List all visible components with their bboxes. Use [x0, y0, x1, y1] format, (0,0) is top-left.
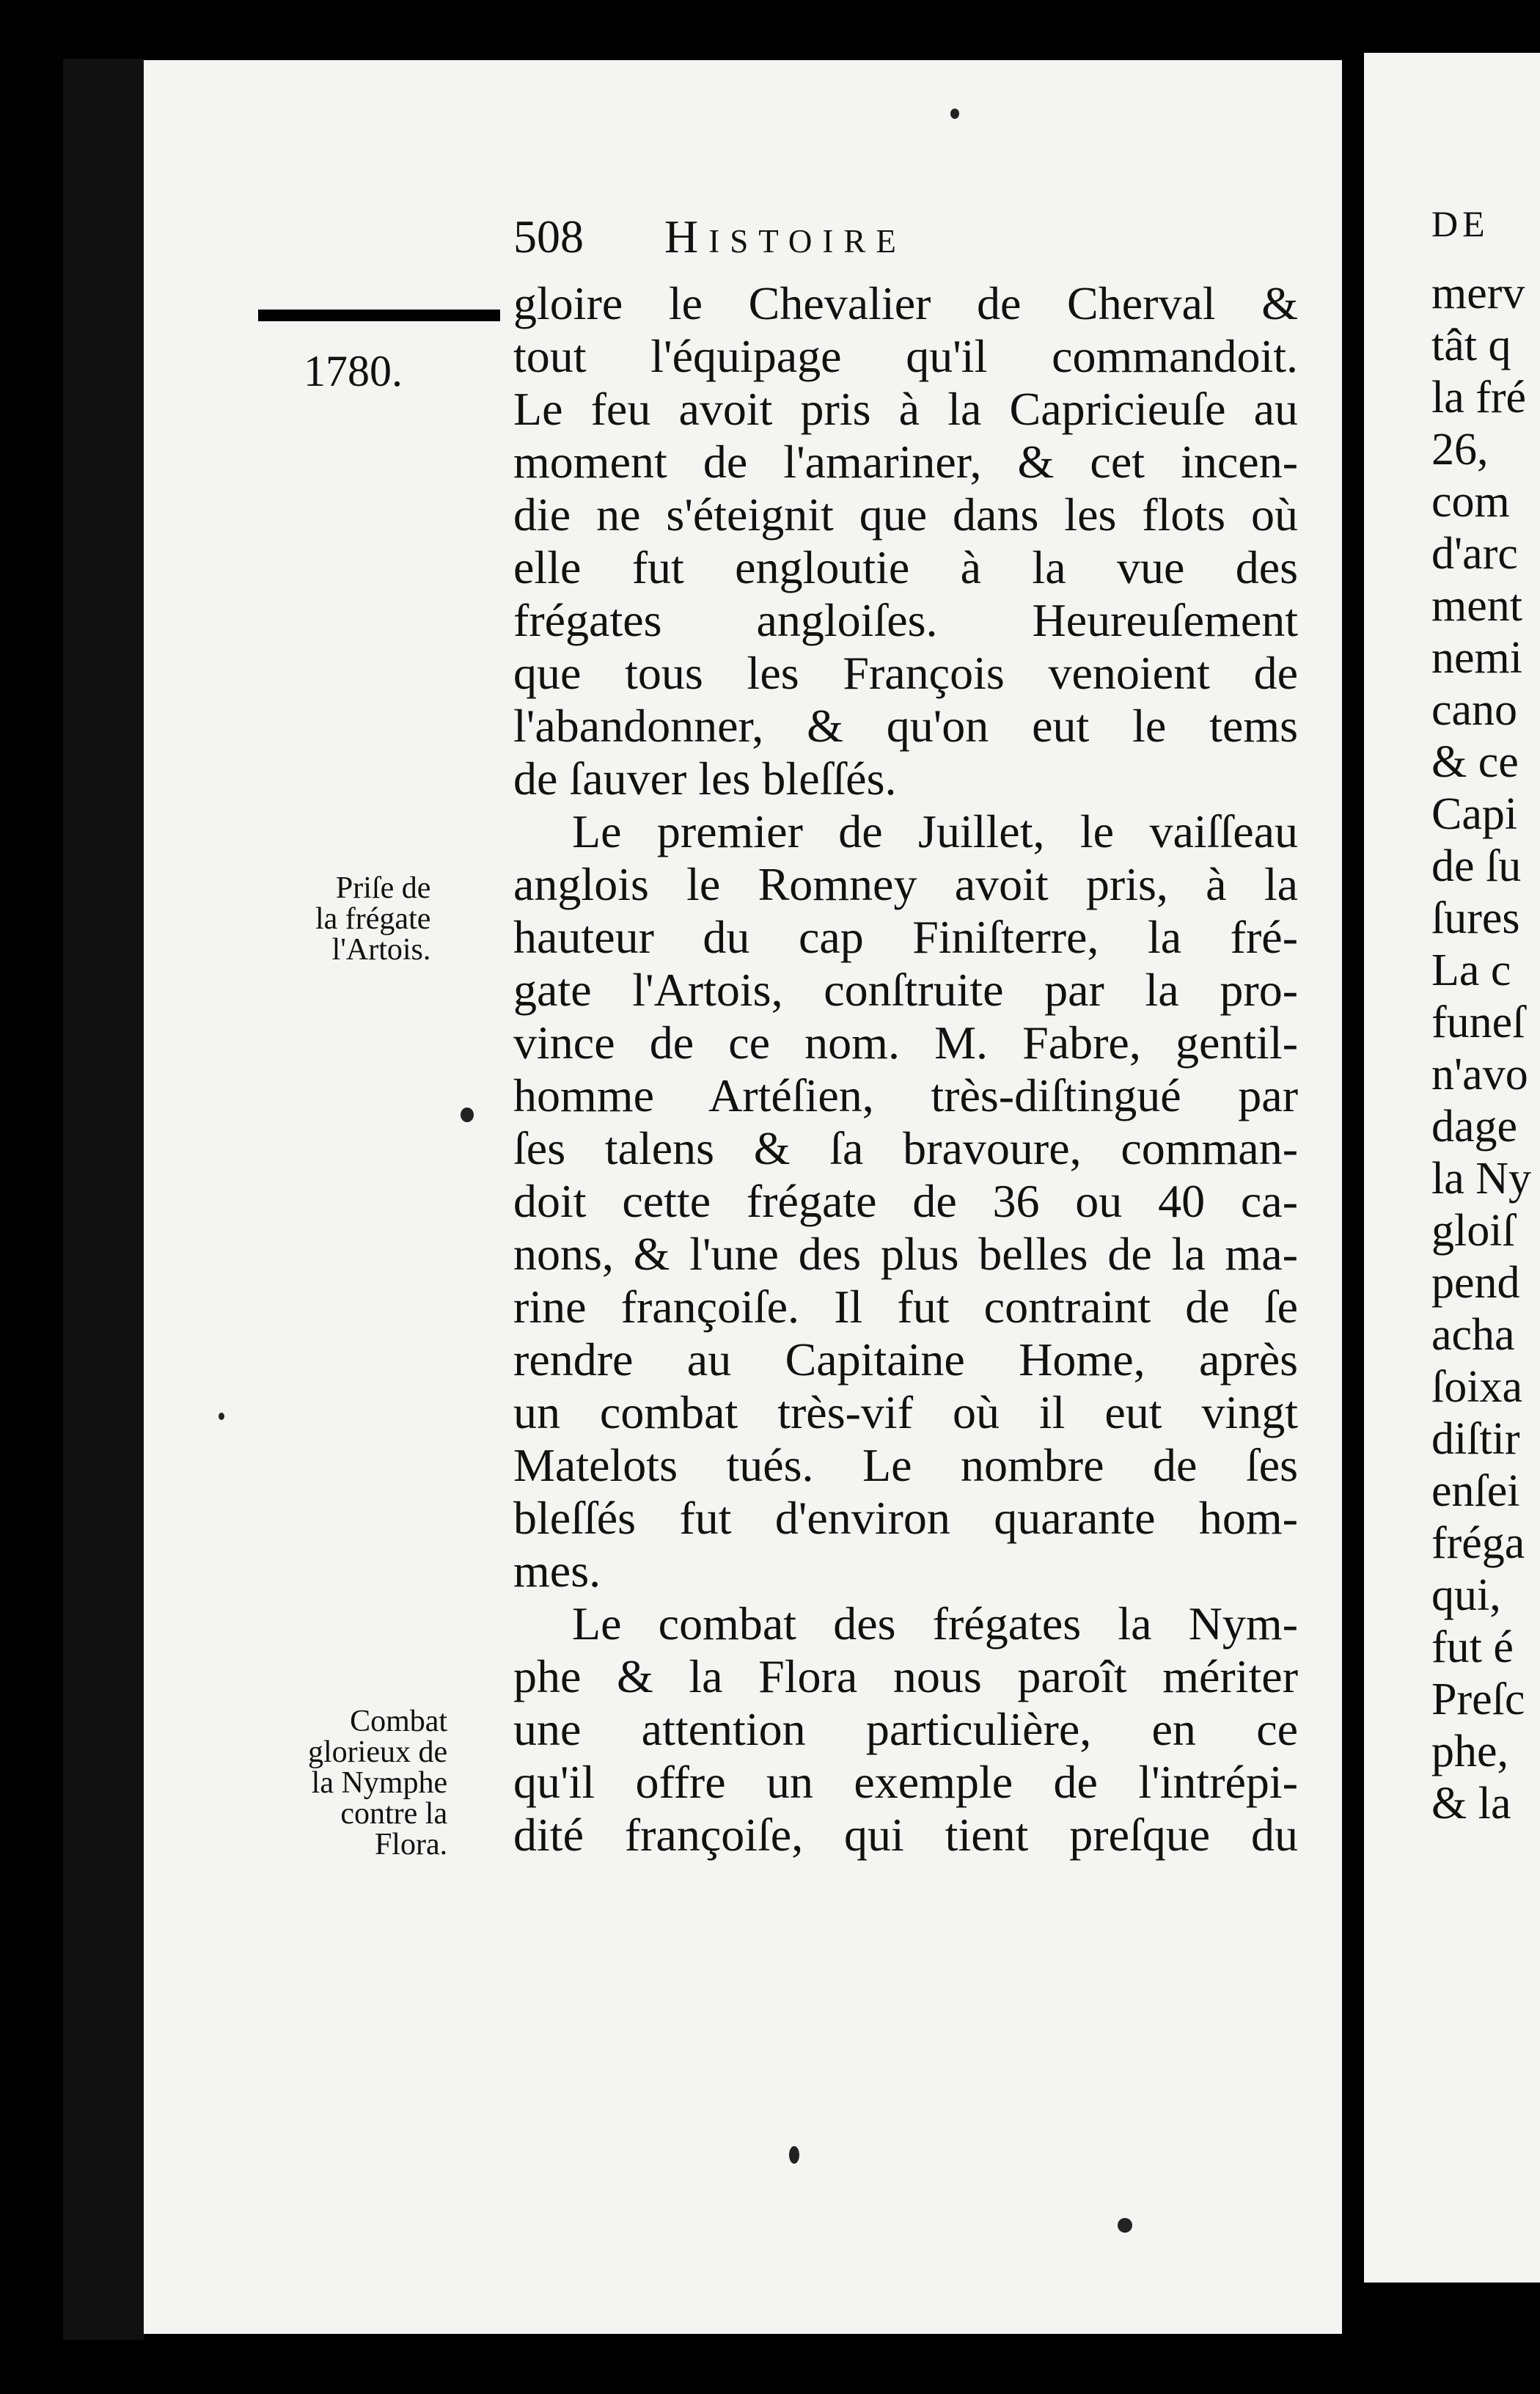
- right-text-line: la Ny: [1431, 1154, 1532, 1204]
- text-line: mes.: [513, 1545, 601, 1597]
- margin-note-line: Combat: [350, 1705, 448, 1738]
- text-line: die ne s'éteignit que dans les flots où: [513, 488, 1298, 541]
- page-number: 508: [513, 211, 584, 263]
- text-line: l'abandonner, & qu'on eut le tems: [513, 700, 1298, 752]
- text-line: qu'il offre un exemple de l'intrépi-: [513, 1756, 1298, 1808]
- right-text-line: fut é: [1431, 1622, 1514, 1672]
- right-text-line: ſoixa: [1431, 1362, 1522, 1412]
- text-line: tout l'équipage qu'il commandoit.: [513, 330, 1298, 382]
- right-running-title: DE: [1431, 203, 1489, 244]
- right-text-line: d'arc: [1431, 529, 1518, 579]
- text-line: dité françoiſe, qui tient preſque du: [513, 1809, 1298, 1861]
- text-line: nons, & l'une des plus belles de la ma-: [513, 1228, 1298, 1280]
- right-text-line: diſtir: [1431, 1414, 1520, 1464]
- text-line: anglois le Romney avoit pris, à la: [513, 858, 1298, 910]
- right-text-line: cano: [1431, 685, 1518, 735]
- margin-year: 1780.: [304, 347, 403, 395]
- text-line: elle fut engloutie à la vue des: [513, 541, 1298, 593]
- right-text-line: Capi: [1431, 789, 1518, 839]
- text-line: rendre au Capitaine Home, après: [513, 1333, 1298, 1385]
- margin-note-line: la frégate: [315, 902, 431, 936]
- book-binding-gutter: [63, 59, 144, 2340]
- right-text-line: qui,: [1431, 1570, 1501, 1620]
- text-line: Le feu avoit pris à la Capricieuſe au: [513, 383, 1298, 435]
- ink-speck: [461, 1108, 474, 1122]
- right-text-line: & ce: [1431, 737, 1519, 787]
- margin-note-line: la Nymphe: [311, 1766, 448, 1800]
- running-title: Histoire: [664, 211, 906, 263]
- right-text-line: n'avo: [1431, 1050, 1528, 1099]
- right-text-line: Preſc: [1431, 1674, 1525, 1724]
- margin-note-line: glorieux de: [308, 1735, 448, 1769]
- right-text-line: la fré: [1431, 373, 1527, 422]
- text-line: doit cette frégate de 36 ou 40 ca-: [513, 1175, 1298, 1227]
- text-line: une attention particulière, en ce: [513, 1703, 1298, 1755]
- right-text-line: funeſ: [1431, 997, 1525, 1047]
- page-header: [513, 210, 906, 264]
- right-text-line: com: [1431, 477, 1510, 527]
- text-line: homme Artéſien, très-diſtingué par: [513, 1069, 1298, 1121]
- text-line: frégates angloiſes. Heureuſement: [513, 594, 1298, 646]
- margin-note-line: contre la: [340, 1797, 448, 1831]
- right-text-line: acha: [1431, 1310, 1515, 1360]
- text-line: hauteur du cap Finiſterre, la fré-: [513, 911, 1298, 963]
- right-text-line: ſures: [1431, 893, 1520, 943]
- right-text-line: La c: [1431, 945, 1511, 995]
- text-line: ſes talens & ſa bravoure, comman-: [513, 1122, 1298, 1174]
- text-line: moment de l'amariner, & cet incen-: [513, 436, 1298, 488]
- text-line: vince de ce nom. M. Fabre, gentil-: [513, 1017, 1298, 1069]
- right-text-line: tât q: [1431, 321, 1511, 370]
- right-text-line: dage: [1431, 1102, 1518, 1152]
- right-text-line: de ſu: [1431, 841, 1522, 891]
- margin-rule: [258, 310, 500, 321]
- right-text-line: frégа: [1431, 1518, 1525, 1568]
- text-line: Le premier de Juillet, le vaiſſeau: [572, 805, 1298, 857]
- right-text-line: nemi: [1431, 633, 1522, 683]
- margin-note-artois: [315, 873, 430, 965]
- body-text: [513, 277, 1298, 1862]
- ink-speck: [219, 1413, 224, 1420]
- ink-speck: [1118, 2218, 1132, 2233]
- text-line: bleſſés fut d'environ quarante hom-: [513, 1492, 1298, 1544]
- margin-note-line: Flora.: [374, 1828, 448, 1862]
- right-text-line: enſei: [1431, 1466, 1520, 1516]
- text-line: un combat très-vif où il eut vingt: [513, 1386, 1298, 1438]
- margin-note-line: Priſe de: [335, 871, 431, 905]
- right-text-line: gloiſ: [1431, 1206, 1515, 1256]
- right-text-line: 26,: [1431, 425, 1489, 475]
- text-line: que tous les François venoient de: [513, 647, 1298, 699]
- text-line: Le combat des frégates la Nym-: [572, 1597, 1298, 1650]
- text-line: gate l'Artois, conſtruite par la pro-: [513, 964, 1298, 1016]
- ink-speck: [789, 2146, 799, 2164]
- right-text-line: ment: [1431, 581, 1522, 631]
- right-page-text: [1431, 198, 1532, 1830]
- right-text-line: phe,: [1431, 1727, 1509, 1776]
- margin-note-nymphe-flora: [308, 1706, 447, 1860]
- text-line: de ſauver les bleſſés.: [513, 753, 897, 805]
- ink-speck: [950, 109, 959, 119]
- text-line: rine françoiſe. Il fut contraint de ſe: [513, 1281, 1298, 1333]
- right-text-line: merv: [1431, 268, 1525, 318]
- margin-note-line: l'Artois.: [331, 933, 431, 967]
- text-line: Matelots tués. Le nombre de ſes: [513, 1439, 1298, 1491]
- right-text-line: pend: [1431, 1258, 1520, 1308]
- right-text-line: & la: [1431, 1779, 1511, 1829]
- text-line: gloire le Chevalier de Cherval &: [513, 277, 1298, 329]
- text-line: phe & la Flora nous paroît mériter: [513, 1650, 1298, 1702]
